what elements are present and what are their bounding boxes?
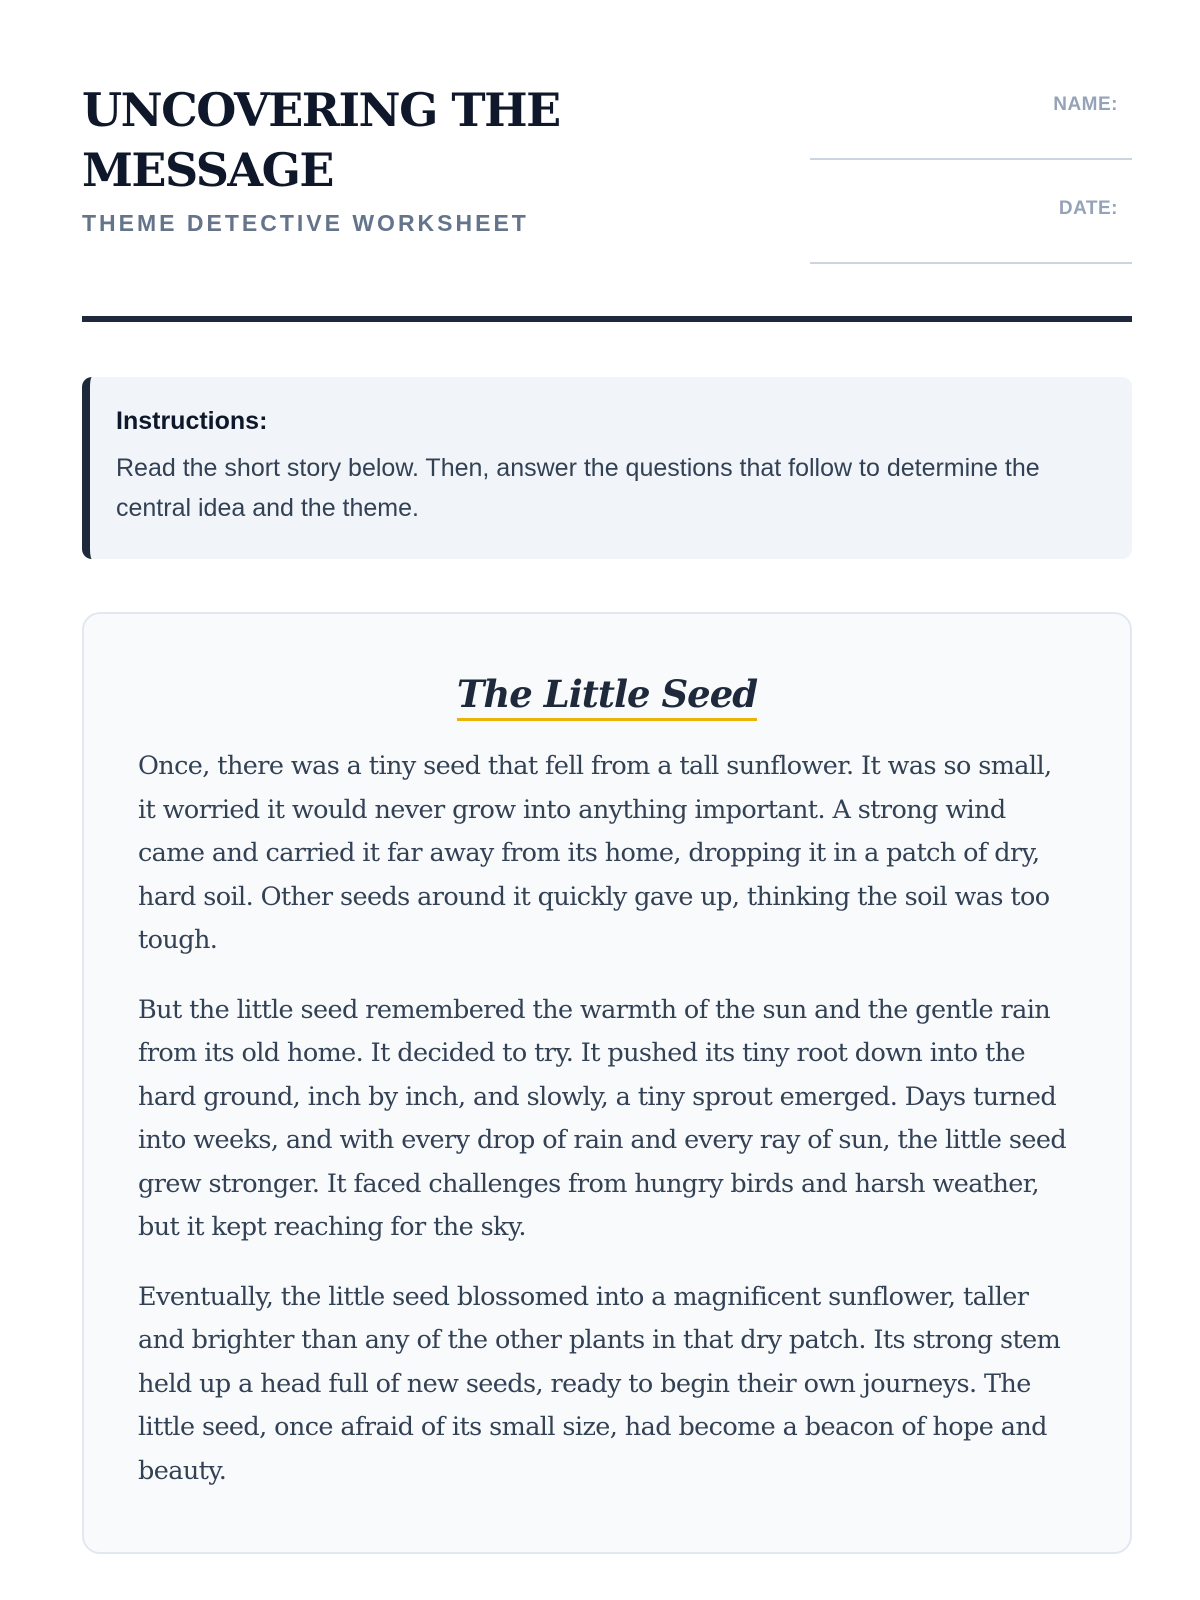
date-field[interactable] bbox=[810, 192, 1132, 296]
story-paragraph: But the little seed remembered the warmth of the sun and the gentle rain from its old home. It decided to try. It pushed its tiny root down into the hard ground, inch by inch, and slowly, a tiny sprout emerged. Days turned into weeks, and with every drop of rain and every ray of sun, the little seed grew stronger. It faced challenges from hungry birds and harsh weather, but it kept reaching for the sky. bbox=[138, 994, 1067, 1242]
name-line[interactable] bbox=[810, 158, 1132, 160]
worksheet-title: UNCOVERING THE MESSAGE bbox=[82, 83, 560, 197]
header-divider bbox=[82, 316, 1132, 322]
worksheet-page bbox=[82, 0, 1132, 1486]
worksheet-subtitle: THEME DETECTIVE WORKSHEET bbox=[82, 210, 529, 236]
worksheet-header bbox=[82, 0, 1132, 320]
story-title: The Little Seed bbox=[457, 672, 757, 721]
instructions-text: Read the short story below. Then, answer the questions that follow to determine the central idea and the theme. bbox=[116, 454, 1040, 522]
instructions-heading: Instructions: bbox=[116, 407, 268, 435]
name-label: NAME: bbox=[1053, 94, 1118, 115]
story-title-wrap bbox=[138, 672, 1076, 721]
story-paragraph: Eventually, the little seed blossomed into a magnificent sunflower, taller and brighter than any of the other plants in that dry patch. Its strong stem held up a head full of new seeds, ready to begin their own journeys. The little seed, once afraid of its small size, had become a beacon of hope and beauty. bbox=[138, 1281, 1061, 1486]
student-info bbox=[810, 88, 1132, 296]
date-label: DATE: bbox=[1058, 198, 1118, 219]
story-paragraph: Once, there was a tiny seed that fell from a tall sunflower. It was so small, it worried it would never grow into anything important. A strong wind came and carried it far away from its home, dropping it in a patch of dry, hard soil. Other seeds around it quickly gave up, thinking the soil was too tough. bbox=[138, 751, 1052, 955]
date-line[interactable] bbox=[810, 262, 1132, 264]
instructions-box bbox=[82, 377, 1132, 559]
name-field[interactable] bbox=[810, 88, 1132, 192]
story-card bbox=[82, 612, 1132, 1554]
